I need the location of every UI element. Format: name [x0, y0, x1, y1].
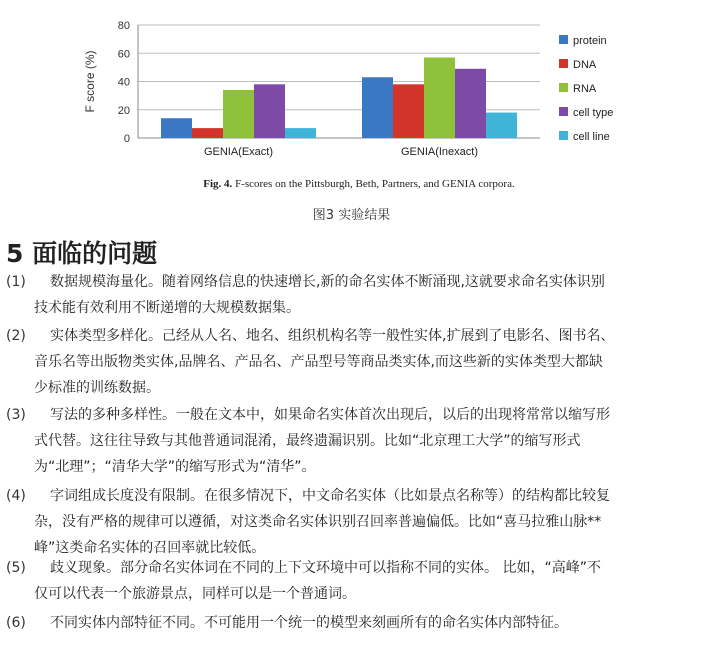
- legend-swatch: [559, 131, 568, 140]
- issue-text-line: 杂，没有严格的规律可以遵循，对这类命名实体识别召回率普遍偏低。比如“喜马拉雅山脉**: [34, 514, 602, 530]
- legend-swatch: [559, 83, 568, 92]
- issue-text-line: 数据规模海量化。随着网络信息的快速增长,新的命名实体不断涌现,这就要求命名实体识别: [50, 274, 605, 290]
- legend-entry: cell line: [573, 131, 610, 143]
- y-tick-label: 40: [117, 76, 130, 89]
- bar: [362, 77, 393, 138]
- bar: [161, 118, 192, 138]
- chart-caption: [203, 178, 515, 190]
- bar: [393, 84, 424, 138]
- issue-text-line: 技术能有效利用不断递增的大规模数据集。: [34, 300, 300, 316]
- issue-text-line: 字词组成长度没有限制。在很多情况下，中文命名实体（比如景点名称等）的结构都比较复: [50, 488, 610, 504]
- issue-number: (3): [6, 407, 26, 423]
- bar-chart: [72, 0, 646, 200]
- bar: [192, 128, 223, 138]
- bar: [424, 57, 455, 138]
- issue-text-line: 不同实体内部特征不同。不可能用一个统一的模型来刻画所有的命名实体内部特征。: [50, 615, 568, 631]
- y-tick-label: 60: [117, 48, 130, 61]
- y-tick-label: 80: [117, 20, 130, 32]
- y-tick-label: 20: [117, 104, 130, 117]
- figure-caption: 图3 实验结果: [312, 208, 391, 223]
- issue-number: (2): [6, 328, 26, 344]
- section-heading: 5 面临的问题: [6, 239, 158, 268]
- issue-text-line: 音乐名等出版物类实体,品牌名、产品名、产品型号等商品类实体,而这些新的实体类型大都缺: [34, 354, 603, 370]
- issue-text-line: 歧义现象。部分命名实体词在不同的上下文环境中可以指称不同的实体。 比如，“高峰”不: [50, 560, 601, 576]
- issue-number: (6): [6, 615, 26, 631]
- x-tick-label: GENIA(Inexact): [400, 146, 479, 158]
- bar: [223, 90, 254, 138]
- chart-caption-text: F-scores on the Pittsburgh, Beth, Partners, and GENIA corpora.: [235, 178, 515, 190]
- legend-entry: RNA: [573, 83, 597, 95]
- bar: [486, 113, 517, 138]
- issue-text-line: 峰”这类命名实体的召回率就比较低。: [34, 540, 266, 556]
- issue-number: (1): [6, 274, 26, 290]
- issue-text-line: 写法的多种多样性。一般在文本中，如果命名实体首次出现后，以后的出现将常常以缩写形: [50, 407, 610, 423]
- legend-entry: DNA: [573, 59, 597, 71]
- legend-entry: cell type: [573, 107, 614, 119]
- bar: [285, 128, 316, 138]
- bar: [455, 69, 486, 138]
- bar: [254, 84, 285, 138]
- chart-figure: [72, 0, 646, 200]
- issue-text-line: 实体类型多样化。己经从人名、地名、组织机构名等一般性实体,扩展到了电影名、图书名、: [50, 328, 615, 344]
- issue-number: (5): [6, 560, 26, 576]
- x-tick-label: GENIA(Exact): [203, 146, 274, 158]
- issue-text-line: 为“北理”；“清华大学”的缩写形式为“清华”。: [34, 459, 316, 475]
- y-axis-label: F score (%): [83, 50, 97, 113]
- legend-swatch: [559, 35, 568, 44]
- issue-text-line: 少标准的训练数据。: [34, 380, 160, 396]
- legend-entry: protein: [573, 35, 607, 47]
- issue-text-line: 式代替。这往往导致与其他普通词混淆，最终遗漏识别。比如“北京理工大学”的缩写形式: [34, 433, 581, 449]
- legend-swatch: [559, 59, 568, 68]
- chart-caption-label: Fig. 4.: [203, 178, 236, 190]
- legend-swatch: [559, 107, 568, 116]
- issue-number: (4): [6, 488, 26, 504]
- y-tick-label: 0: [123, 133, 130, 145]
- issue-text-line: 仅可以代表一个旅游景点，同样可以是一个普通词。: [34, 586, 356, 602]
